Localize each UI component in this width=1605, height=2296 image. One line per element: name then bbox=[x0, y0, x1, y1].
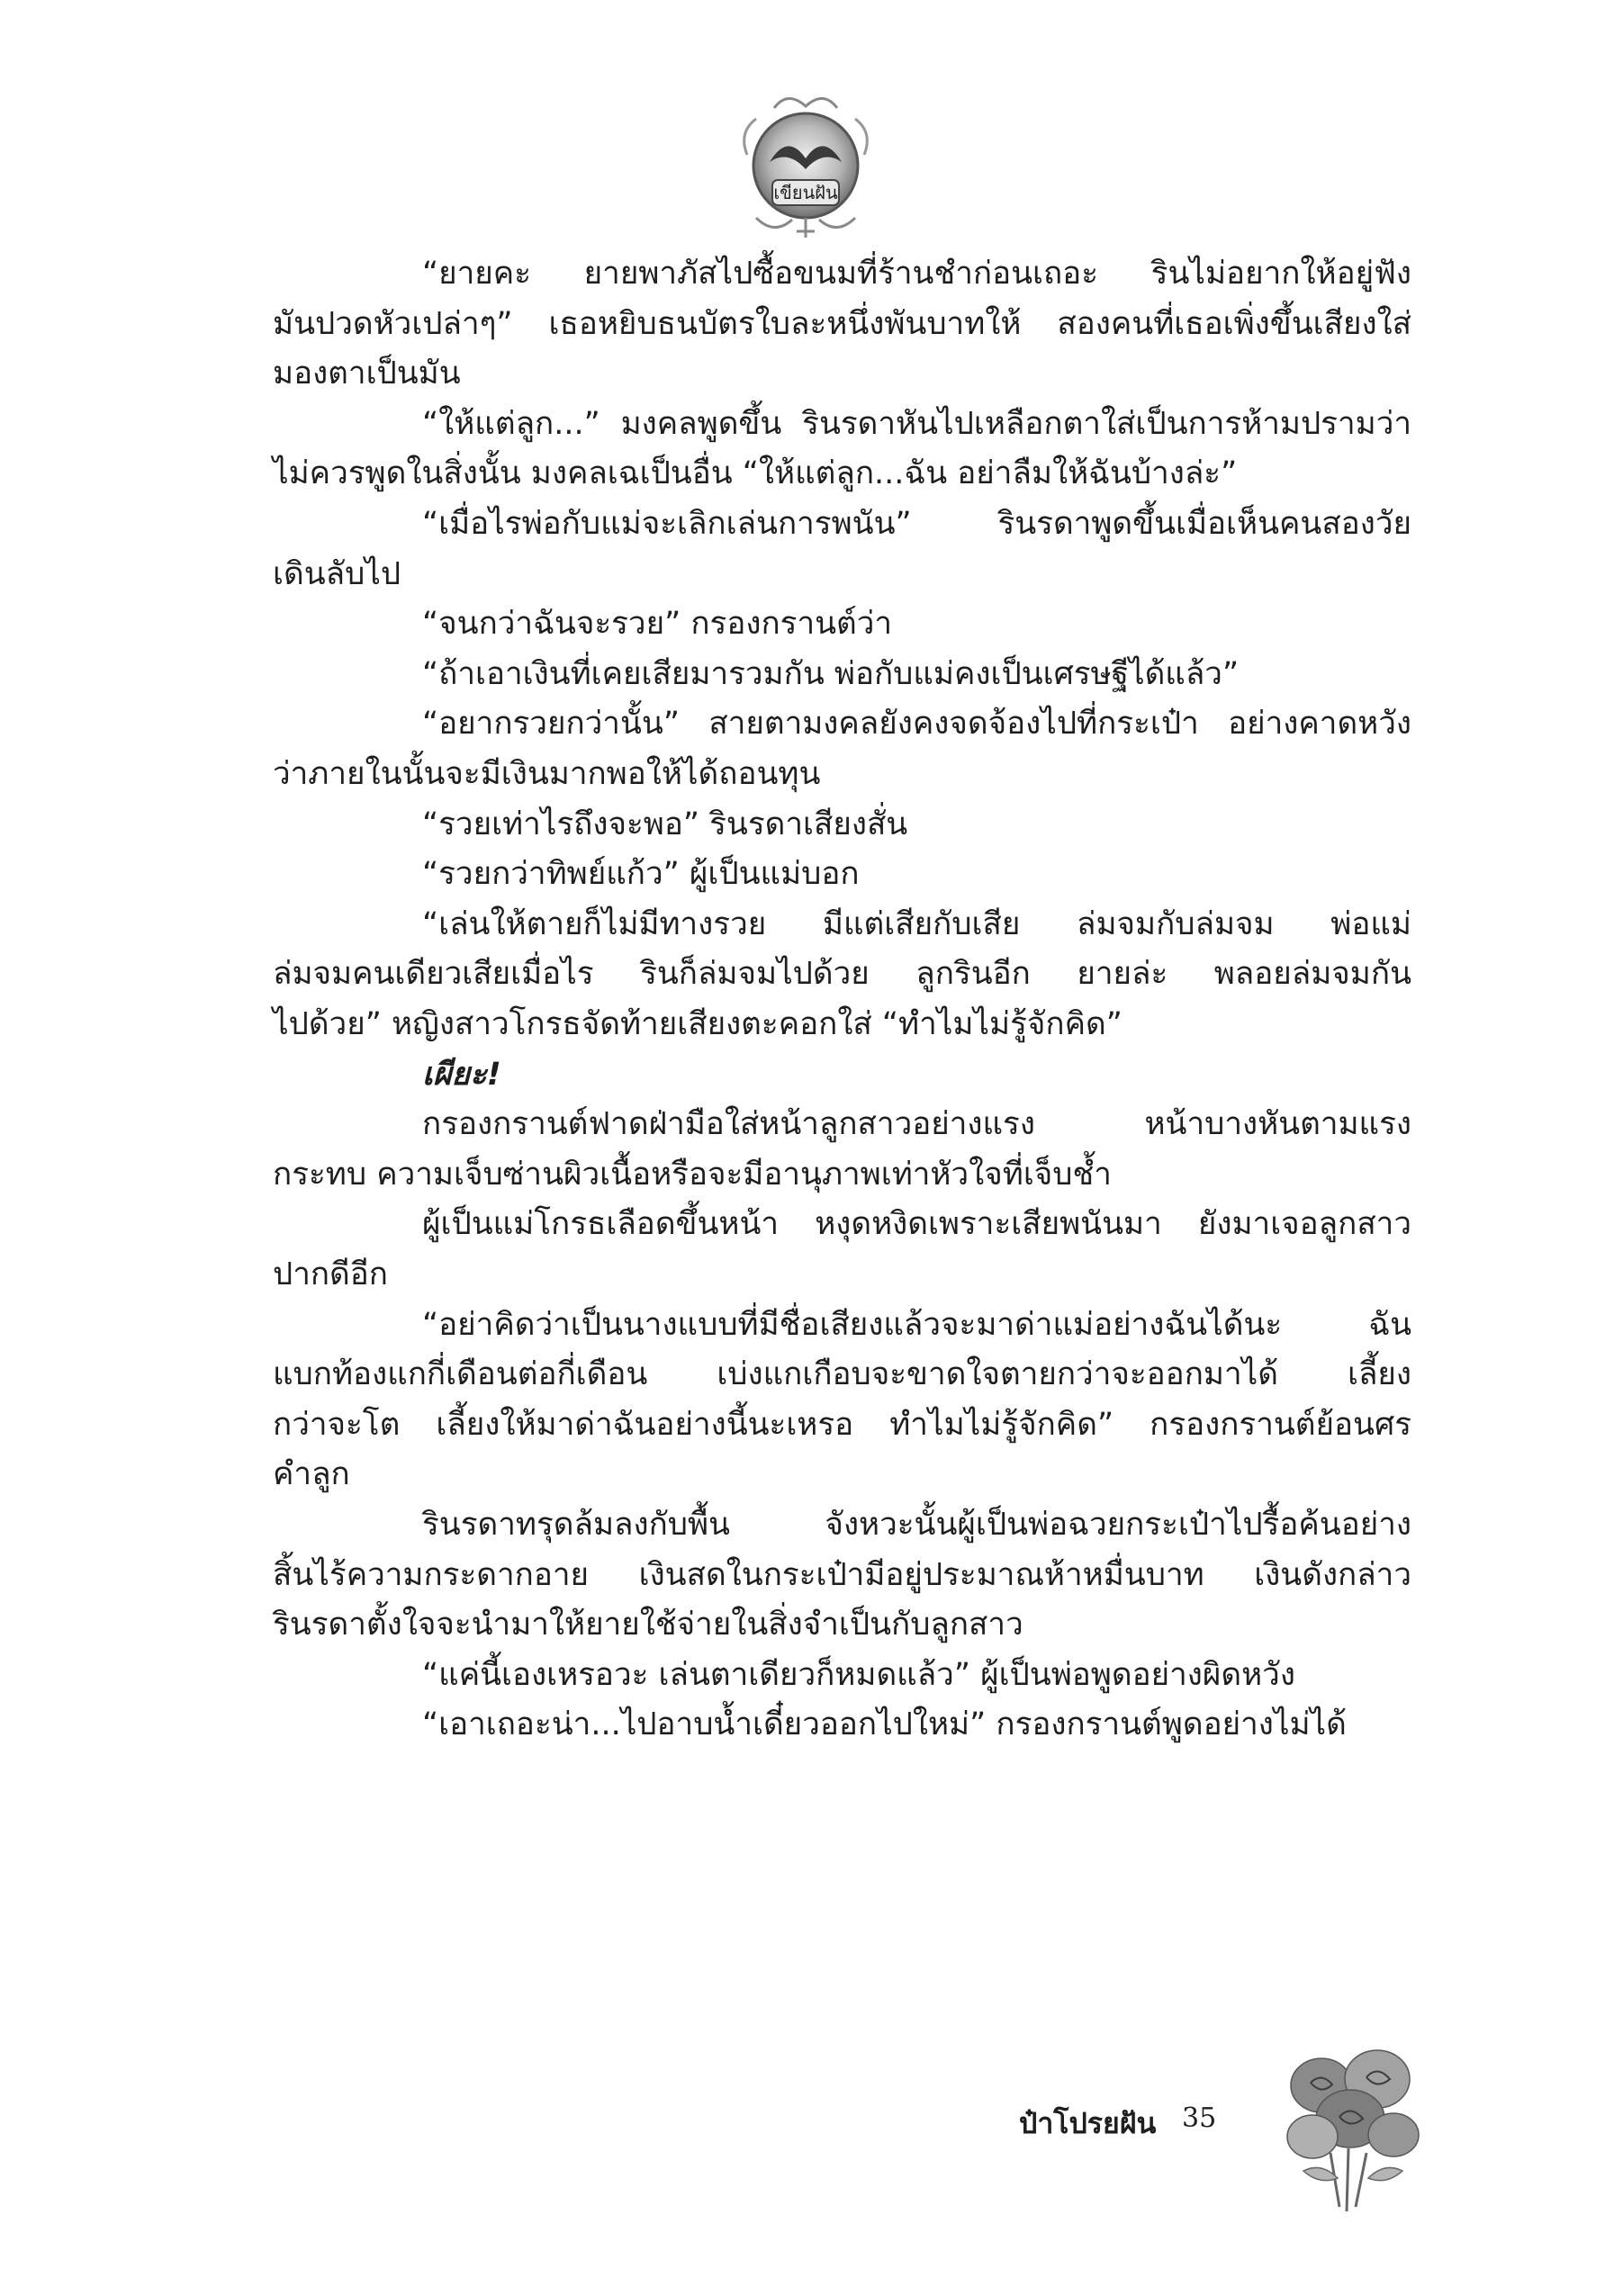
paragraph-line: กรองกรานต์ฟาดฝ่ามือใส่หน้าลูกสาวอย่างแรง หน้าบางหันตามแรง bbox=[422, 1106, 1411, 1143]
paragraph-line: กว่าจะโต เลี้ยงให้มาด่าฉันอย่างนี้นะเหรอ ทำไมไม่รู้จักคิด” กรองกรานต์ย้อนศร bbox=[273, 1406, 1411, 1443]
header-emblem-logo bbox=[720, 83, 891, 245]
emblem-text: เขียนฝัน bbox=[773, 182, 838, 203]
paragraph-line: “เอาเถอะน่า...ไปอาบน้ำเดี๋ยวออกไปใหม่” กรองกรานต์พูดอย่างไม่ได้ bbox=[422, 1706, 1347, 1743]
paragraph-line: “ยายคะ ยายพาภัสไปซื้อขนมที่ร้านชำก่อนเถอะ รินไม่อยากให้อยู่ฟัง bbox=[422, 256, 1411, 292]
paragraph-line: รินรดาตั้งใจจะนำมาให้ยายใช้จ่ายในสิ่งจำเป็นกับลูกสาว bbox=[273, 1607, 1023, 1643]
paragraph-line: รินรดาทรุดล้มลงกับพื้น จังหวะนั้นผู้เป็นพ่อฉวยกระเป๋าไปรื้อค้นอย่าง bbox=[422, 1507, 1411, 1543]
paragraph-line: “ให้แต่ลูก...” มงคลพูดขึ้น รินรดาหันไปเหลือกตาใส่เป็นการห้ามปรามว่า bbox=[422, 405, 1411, 442]
footer-book-title: ป๋าโปรยฝัน bbox=[1019, 2106, 1157, 2140]
paragraph-line: แบกท้องแกกี่เดือนต่อกี่เดือน เบ่งแกเกือบจะขาดใจตายกว่าจะออกมาได้ เลี้ยง bbox=[273, 1356, 1411, 1393]
paragraph-line: คำลูก bbox=[273, 1456, 350, 1493]
emphasis-line: เผียะ! bbox=[422, 1056, 501, 1093]
paragraph-line: “แค่นี้เองเหรอวะ เล่นตาเดียวก็หมดแล้ว” ผู้เป็นพ่อพูดอย่างผิดหวัง bbox=[422, 1656, 1295, 1693]
paragraph-line: ล่มจมคนเดียวเสียเมื่อไร รินก็ล่มจมไปด้วย ลูกรินอีก ยายล่ะ พลอยล่มจมกัน bbox=[273, 956, 1411, 993]
paragraph-line: มันปวดหัวเปล่าๆ” เธอหยิบธนบัตรใบละหนึ่งพันบาทให้ สองคนที่เธอเพิ่งขึ้นเสียงใส่ bbox=[273, 305, 1411, 342]
paragraph-line: “อย่าคิดว่าเป็นนางแบบที่มีชื่อเสียงแล้วจะมาด่าแม่อย่างฉันได้นะ ฉัน bbox=[422, 1306, 1411, 1343]
paragraph-line: “อยากรวยกว่านั้น” สายตามงคลยังคงจดจ้องไปที่กระเป๋า อย่างคาดหวัง bbox=[422, 706, 1411, 743]
paragraph-line: กระทบ ความเจ็บซ่านผิวเนื้อหรือจะมีอานุภาพเท่าหัวใจที่เจ็บช้ำ bbox=[273, 1156, 1112, 1193]
paragraph-line: ปากดีอีก bbox=[273, 1256, 389, 1292]
paragraph-line: ไม่ควรพูดในสิ่งนั้น มงคลเฉเป็นอื่น “ให้แต่ลูก...ฉัน อย่าลืมให้ฉันบ้างล่ะ” bbox=[273, 455, 1238, 492]
paragraph-line: “จนกว่าฉันจะรวย” กรองกรานต์ว่า bbox=[422, 606, 893, 643]
paragraph-line: “เมื่อไรพ่อกับแม่จะเลิกเล่นการพนัน” รินรดาพูดขึ้นเมื่อเห็นคนสองวัย bbox=[422, 506, 1411, 542]
paragraph-line: เดินลับไป bbox=[273, 555, 401, 592]
paragraph-line: “เล่นให้ตายก็ไม่มีทางรวย มีแต่เสียกับเสีย ล่มจมกับล่มจม พ่อแม่ bbox=[422, 905, 1411, 942]
paragraph-line: ว่าภายในนั้นจะมีเงินมากพอให้ได้ถอนทุน bbox=[273, 756, 821, 792]
paragraph-line: สิ้นไร้ความกระดากอาย เงินสดในกระเป๋ามีอยู่ประมาณห้าหมื่นบาท เงินดังกล่าว bbox=[273, 1556, 1411, 1593]
paragraph-line: ไปด้วย” หญิงสาวโกรธจัดท้ายเสียงตะคอกใส่ “ทำไมไม่รู้จักคิด” bbox=[273, 1006, 1123, 1042]
paragraph-line: “ถ้าเอาเงินที่เคยเสียมารวมกัน พ่อกับแม่คงเป็นเศรษฐีได้แล้ว” bbox=[422, 655, 1240, 692]
footer-page-number: 35 bbox=[1182, 2102, 1217, 2134]
paragraph-line: “รวยเท่าไรถึงจะพอ” รินรดาเสียงสั่น bbox=[422, 806, 908, 842]
paragraph-line: ผู้เป็นแม่โกรธเลือดขึ้นหน้า หงุดหงิดเพราะเสียพนันมา ยังมาเจอลูกสาว bbox=[422, 1206, 1411, 1243]
paragraph-line: มองตาเป็นมัน bbox=[273, 356, 461, 392]
paragraph-line: “รวยกว่าทิพย์แก้ว” ผู้เป็นแม่บอก bbox=[422, 856, 860, 893]
roses-illustration bbox=[1267, 2036, 1438, 2216]
